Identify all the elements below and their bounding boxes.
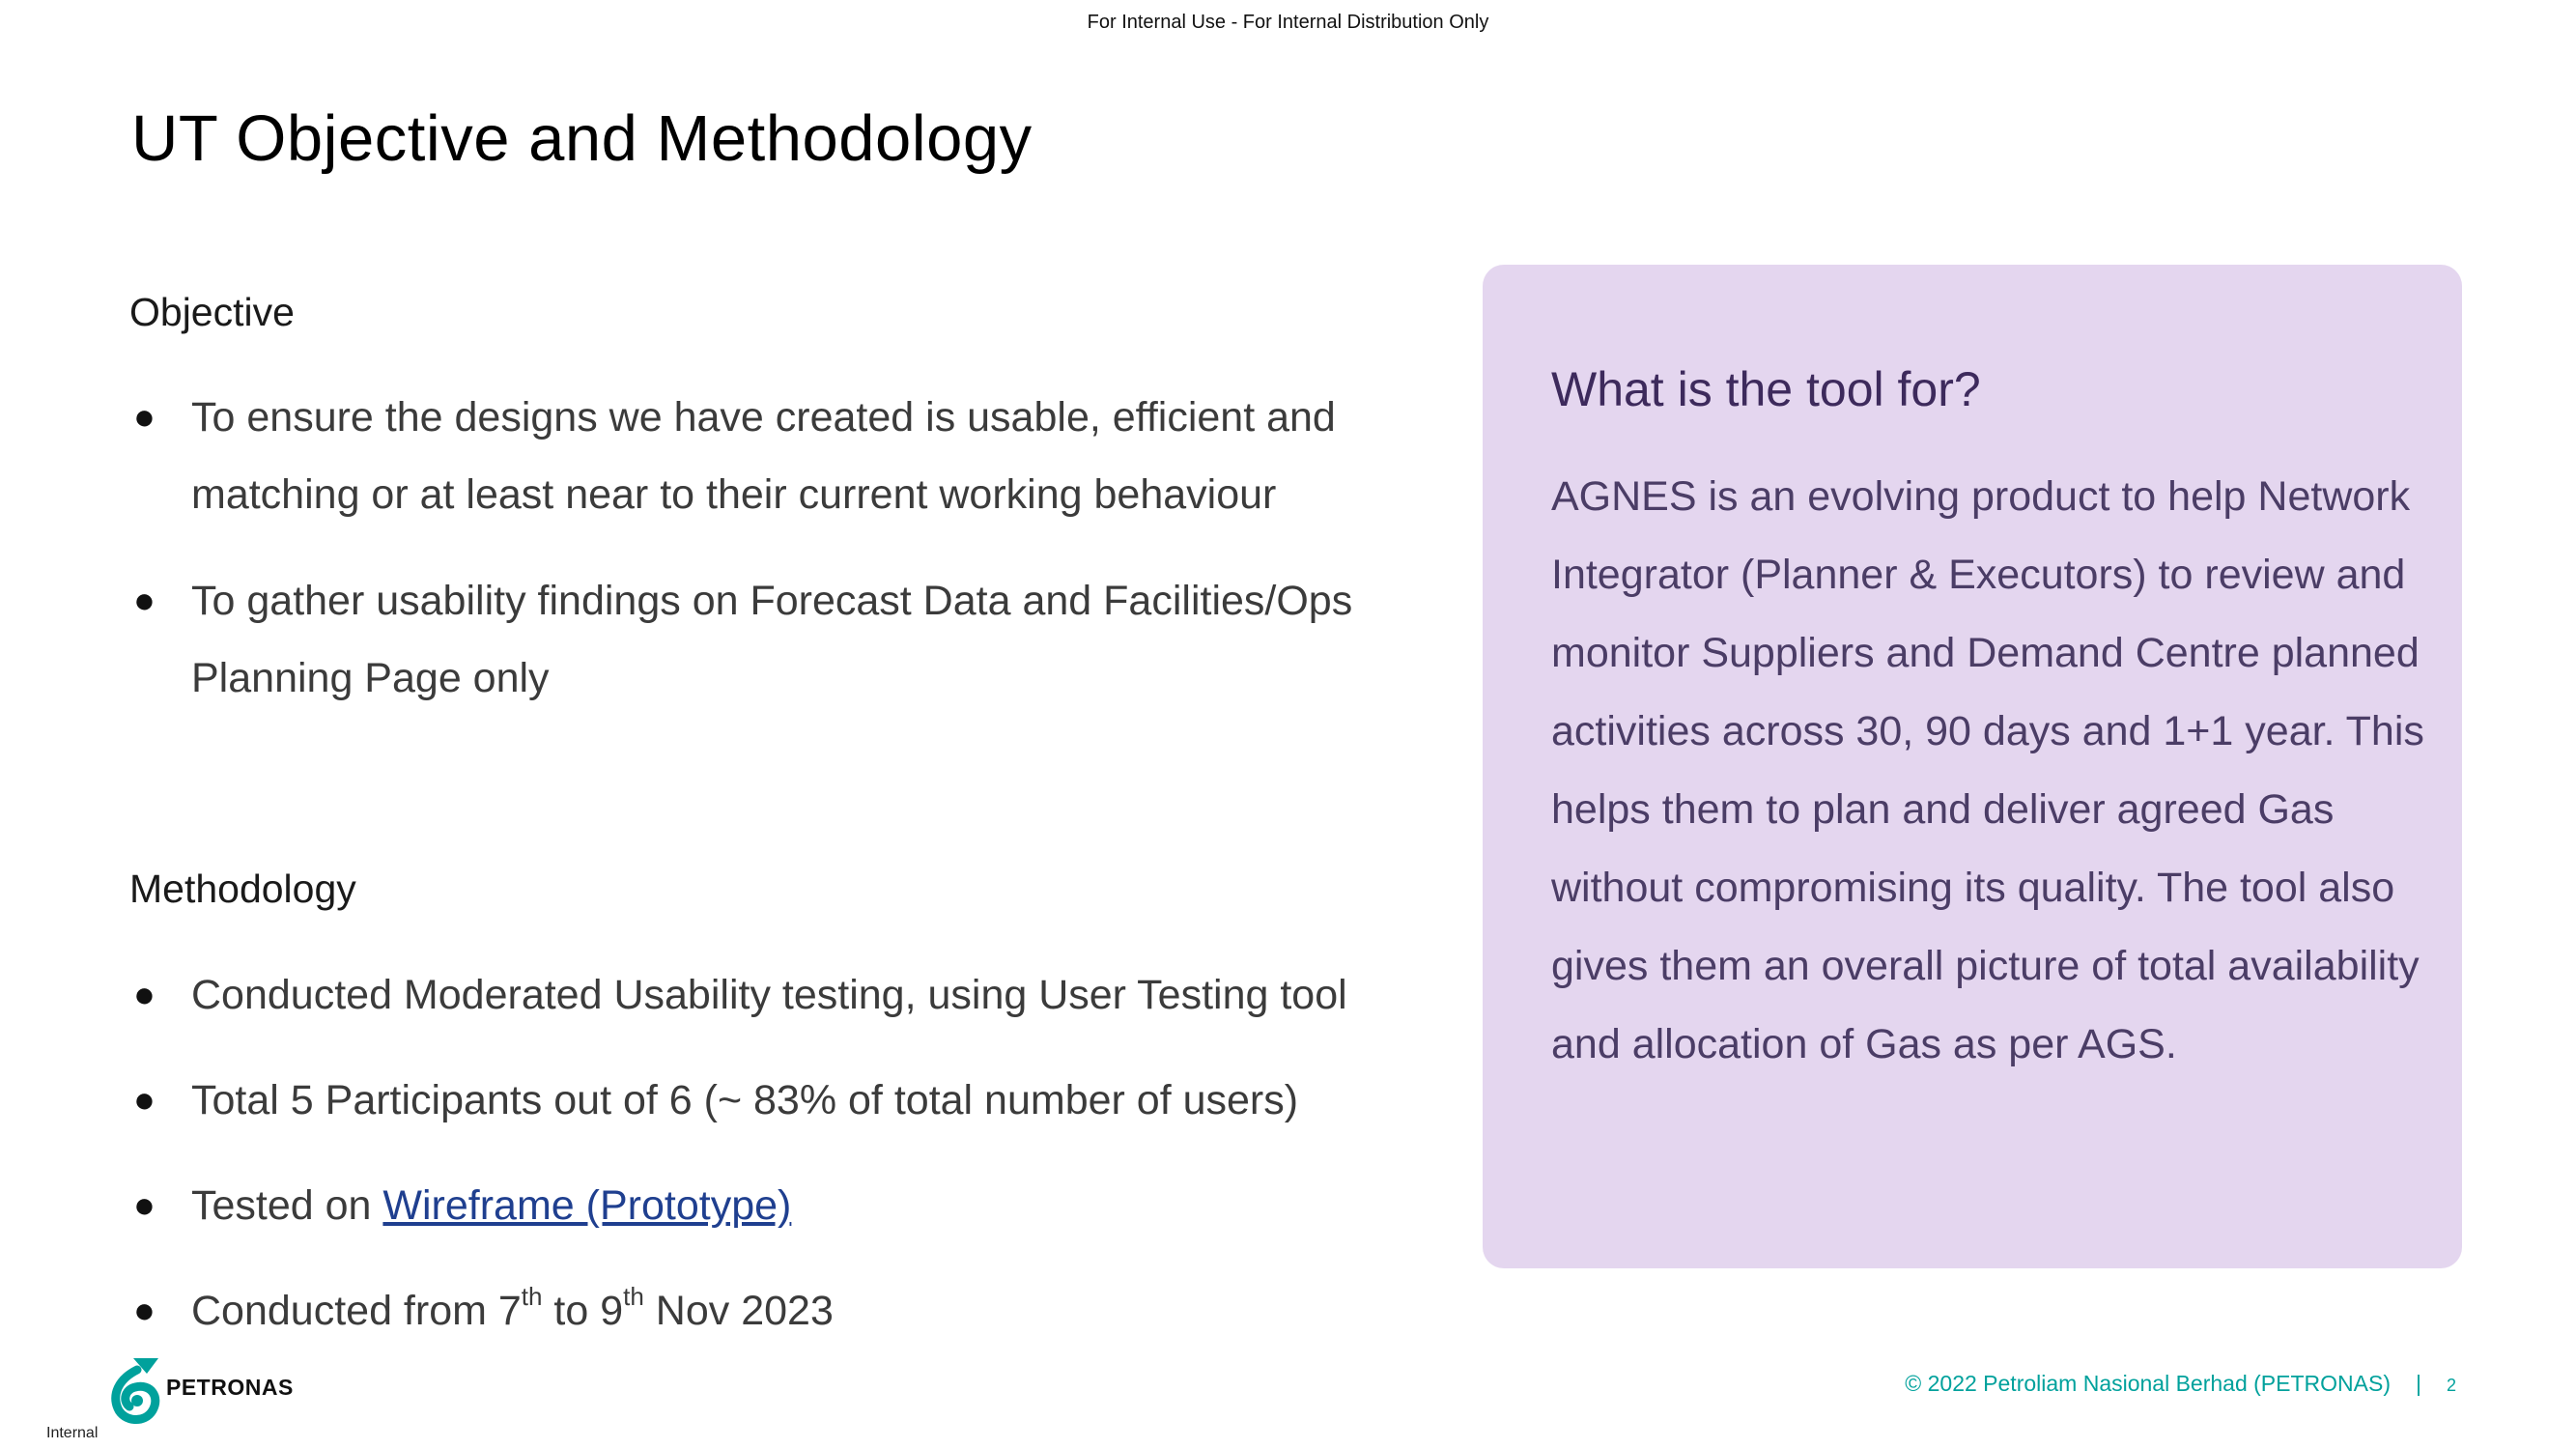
sensitivity-label: Internal	[46, 1425, 99, 1441]
bullet-text: To ensure the designs we have created is usable, efficient and matching or at least near to their current working behaviour	[191, 394, 1336, 518]
footer-separator: |	[2416, 1371, 2421, 1396]
bullet-text: Conducted Moderated Usability testing, using User Testing tool	[191, 972, 1347, 1018]
page-title: UT Objective and Methodology	[131, 102, 1033, 175]
bullet-text: Total 5 Participants out of 6 (~ 83% of total number of users)	[191, 1077, 1299, 1123]
list-item	[129, 1062, 1424, 1139]
list-item	[129, 379, 1424, 533]
info-box-title: What is the tool for?	[1551, 362, 1981, 416]
conducted-prefix: Conducted from 7	[191, 1288, 522, 1334]
classification-label: For Internal Use - For Internal Distribution Only	[1087, 12, 1489, 33]
bullet-icon: ●	[133, 581, 156, 621]
copyright-notice	[1905, 1371, 2456, 1397]
list-item	[129, 956, 1424, 1034]
methodology-heading: Methodology	[129, 867, 356, 911]
petronas-logo	[108, 1352, 301, 1426]
bullet-text: To gather usability findings on Forecast Data and Facilities/Ops Planning Page only	[191, 578, 1353, 701]
page-number: 2	[2446, 1376, 2456, 1395]
bullet-icon: ●	[133, 1185, 156, 1226]
bullet-icon: ●	[133, 975, 156, 1015]
conducted-middle: to 9	[542, 1288, 624, 1334]
bullet-icon: ●	[133, 1291, 156, 1331]
bullet-text	[191, 1167, 1424, 1244]
info-box	[1483, 265, 2462, 1268]
info-box-body: AGNES is an evolving product to help Network Integrator (Planner & Executors) to review and monitor Suppliers and Demand Centre planned activities across 30, 90 days and 1+1 year. This helps them to plan and deliver agreed Gas without compromising its quality. The tool also gives them an overall picture of total availability and allocation of Gas as per AGS.	[1551, 473, 2424, 1067]
wireframe-prototype-link[interactable]: Wireframe (Prototype)	[382, 1182, 792, 1229]
ordinal-suffix: th	[521, 1282, 543, 1311]
bullet-icon: ●	[133, 397, 156, 438]
tested-on-prefix: Tested on	[191, 1182, 383, 1229]
objective-heading: Objective	[129, 290, 295, 334]
copyright-text: © 2022 Petroliam Nasional Berhad (PETRONAS)	[1905, 1371, 2391, 1396]
list-item	[129, 562, 1424, 717]
bullet-icon: ●	[133, 1080, 156, 1121]
petronas-logo-icon	[108, 1352, 162, 1426]
conducted-suffix: Nov 2023	[643, 1288, 834, 1334]
bullet-text	[191, 1272, 1424, 1350]
list-item	[129, 1272, 1424, 1350]
list-item	[129, 1167, 1424, 1244]
ordinal-suffix: th	[623, 1282, 644, 1311]
logo-text: PETRONAS	[166, 1375, 294, 1400]
